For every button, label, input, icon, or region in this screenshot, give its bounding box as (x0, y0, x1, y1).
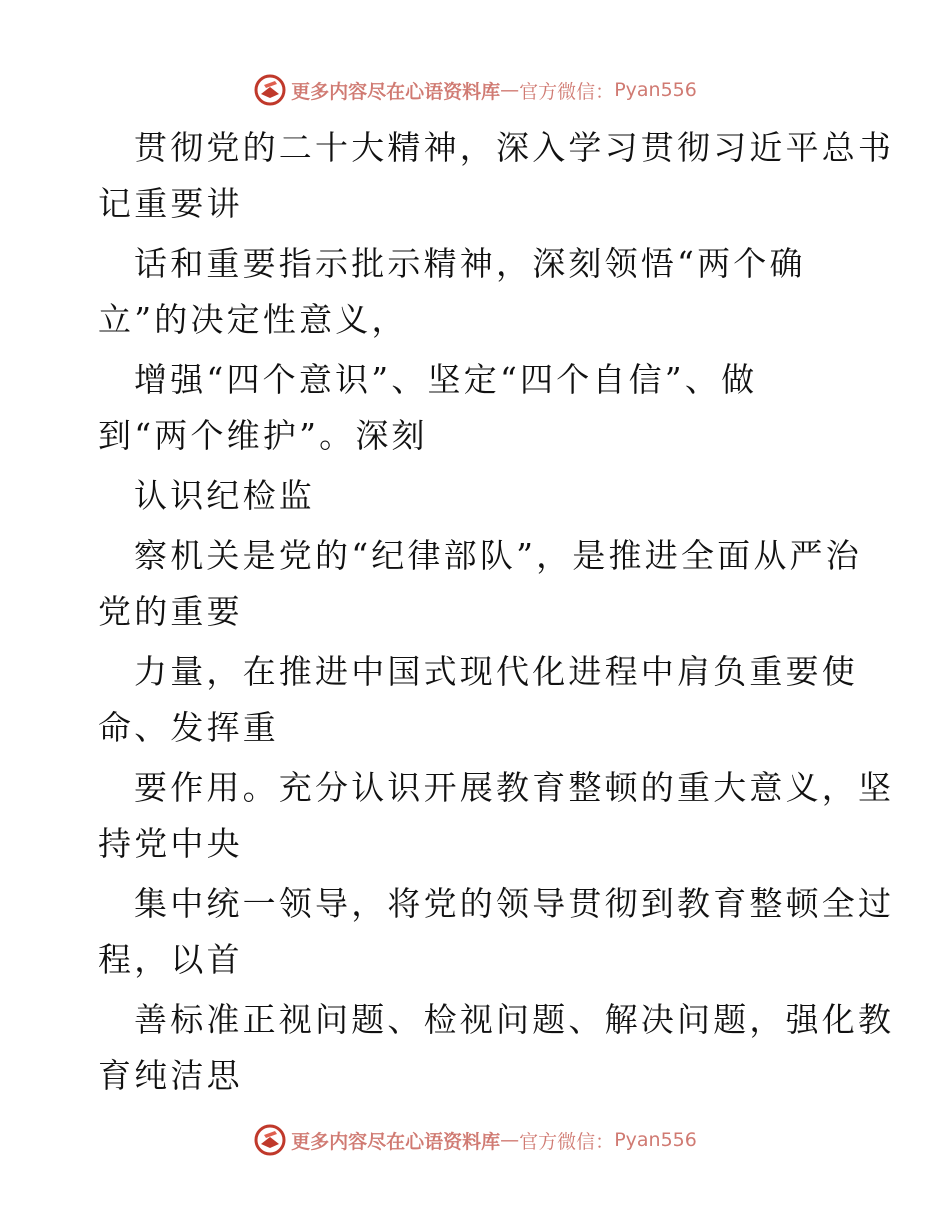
body-line: 认识纪检监 (134, 476, 315, 515)
banner-main-text: 更多内容尽在心语资料库 (291, 80, 501, 103)
body-line: 察机关是党的“纪律部队”，是推进全面从严治 (134, 536, 862, 575)
banner-official-label: 官方微信： (519, 80, 615, 103)
banner-main-text: 更多内容尽在心语资料库 (291, 1130, 501, 1153)
body-line: 话和重要指示批示精神，深刻领悟“两个确 (134, 244, 806, 283)
banner-official-label: 官方微信： (519, 1130, 615, 1153)
banner-separator: — (500, 79, 520, 101)
body-line: 集中统一领导，将党的领导贯彻到教育整顿全过 (134, 884, 895, 923)
body-line: 贯彻党的二十大精神，深入学习贯彻习近平总书 (134, 128, 895, 167)
body-line: 增强“四个意识”、坚定“四个自信”、做 (134, 360, 758, 399)
body-line: 命、发挥重 (98, 708, 279, 747)
body-line: 力量，在推进中国式现代化进程中肩负重要使 (134, 652, 858, 691)
banner-wechat-id: Pyan556 (614, 1129, 697, 1151)
body-line: 育纯洁思 (98, 1056, 243, 1095)
book-logo-icon (253, 1123, 287, 1157)
banner-wechat-id: Pyan556 (614, 79, 697, 101)
footer-banner (0, 1120, 950, 1160)
body-line: 立”的决定性意义， (98, 300, 408, 339)
body-line: 要作用。充分认识开展教育整顿的重大意义，坚 (134, 768, 895, 807)
banner-separator: — (500, 1129, 520, 1151)
body-line: 到“两个维护”。深刻 (98, 416, 428, 455)
body-line: 党的重要 (98, 592, 243, 631)
body-line: 记重要讲 (98, 184, 243, 223)
body-line: 善标准正视问题、检视问题、解决问题，强化教 (134, 1000, 895, 1039)
body-line: 持党中央 (98, 824, 243, 863)
body-line: 程，以首 (98, 940, 243, 979)
